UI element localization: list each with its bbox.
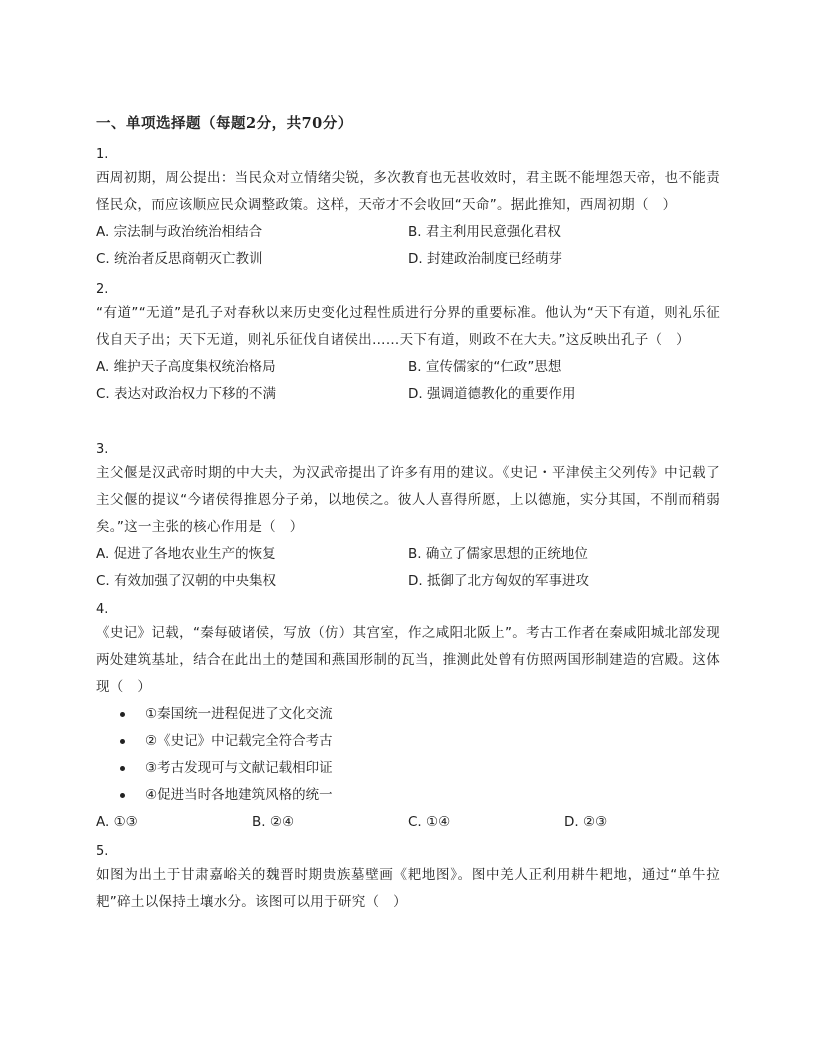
option-c[interactable]: C. 表达对政治权力下移的不满 xyxy=(96,386,277,402)
option-b[interactable]: B. 确立了儒家思想的正统地位 xyxy=(408,546,588,562)
option-a[interactable]: A. 维护天子高度集权统治格局 xyxy=(96,359,276,375)
statement-list xyxy=(96,701,720,809)
option-a[interactable]: A. 宗法制与政治统治相结合 xyxy=(96,224,263,240)
options xyxy=(96,541,720,595)
option-c[interactable]: C. ①④ xyxy=(408,814,451,830)
question-stem: 如图为出土于甘肃嘉峪关的魏晋时期贵族墓壁画《耙地图》。图中羌人正利用耕牛耙地，通过“单牛拉耙”碎土以保持土壤水分。该图可以用于研究（ ） xyxy=(96,867,720,910)
option-c[interactable]: C. 统治者反思商朝灭亡教训 xyxy=(96,251,263,267)
bullet-icon xyxy=(120,793,125,798)
section-title: 一、单项选择题（每题2分，共70分） xyxy=(96,115,353,132)
options xyxy=(96,354,720,408)
option-d[interactable]: D. 封建政治制度已经萌芽 xyxy=(408,251,562,267)
option-b[interactable]: B. 宣传儒家的“仁政”思想 xyxy=(408,359,562,375)
question-number: 5. xyxy=(96,844,109,859)
question-4 xyxy=(96,600,720,836)
statement-item: ④促进当时各地建筑风格的统一 xyxy=(120,782,720,809)
option-a[interactable]: A. ①③ xyxy=(96,814,138,830)
bullet-icon xyxy=(120,766,125,771)
options xyxy=(96,219,720,273)
option-b[interactable]: B. 君主利用民意强化君权 xyxy=(408,224,561,240)
question-number: 1. xyxy=(96,147,109,162)
bullet-icon xyxy=(120,739,125,744)
option-d[interactable]: D. ②③ xyxy=(564,814,608,830)
question-number: 4. xyxy=(96,602,109,617)
statement-item: ①秦国统一进程促进了文化交流 xyxy=(120,701,720,728)
statement-item: ③考古发现可与文献记载相印证 xyxy=(120,755,720,782)
question-3 xyxy=(96,440,720,595)
question-stem: 《史记》记载，“秦每破诸侯，写放（仿）其宫室，作之咸阳北阪上”。考古工作者在秦咸阳城北部发现两处建筑基址，结合在此出土的楚国和燕国形制的瓦当，推测此处曾有仿照两国形制建造的宫殿。这体现（ ） xyxy=(96,625,720,695)
options xyxy=(96,809,720,836)
question-1 xyxy=(96,145,720,273)
option-d[interactable]: D. 强调道德教化的重要作用 xyxy=(408,386,576,402)
bullet-icon xyxy=(120,712,125,717)
option-a[interactable]: A. 促进了各地农业生产的恢复 xyxy=(96,546,276,562)
option-c[interactable]: C. 有效加强了汉朝的中央集权 xyxy=(96,573,277,589)
question-stem: 西周初期，周公提出：当民众对立情绪尖锐，多次教育也无甚收效时，君主既不能埋怨天帝，也不能责怪民众，而应该顺应民众调整政策。这样，天帝才不会收回“天命”。据此推知，西周初期（ ） xyxy=(96,170,720,213)
question-stem: 主父偃是汉武帝时期的中大夫，为汉武帝提出了许多有用的建议。《史记・平津侯主父列传》中记载了主父偃的提议“今诸侯得推恩分子弟，以地侯之。彼人人喜得所愿，上以德施，实分其国，不削而稍弱矣。”这一主张的核心作用是（ ） xyxy=(96,465,720,535)
question-2 xyxy=(96,280,720,408)
question-5 xyxy=(96,842,720,916)
question-number: 2. xyxy=(96,282,109,297)
option-b[interactable]: B. ②④ xyxy=(252,814,295,830)
question-number: 3. xyxy=(96,442,109,457)
statement-item: ②《史记》中记载完全符合考古 xyxy=(120,728,720,755)
question-stem: “有道”“无道”是孔子对春秋以来历史变化过程性质进行分界的重要标准。他认为“天下有道，则礼乐征伐自天子出；天下无道，则礼乐征伐自诸侯出……天下有道，则政不在大夫。”这反映出孔子（ ） xyxy=(96,305,720,348)
option-d[interactable]: D. 抵御了北方匈奴的军事进攻 xyxy=(408,573,589,589)
